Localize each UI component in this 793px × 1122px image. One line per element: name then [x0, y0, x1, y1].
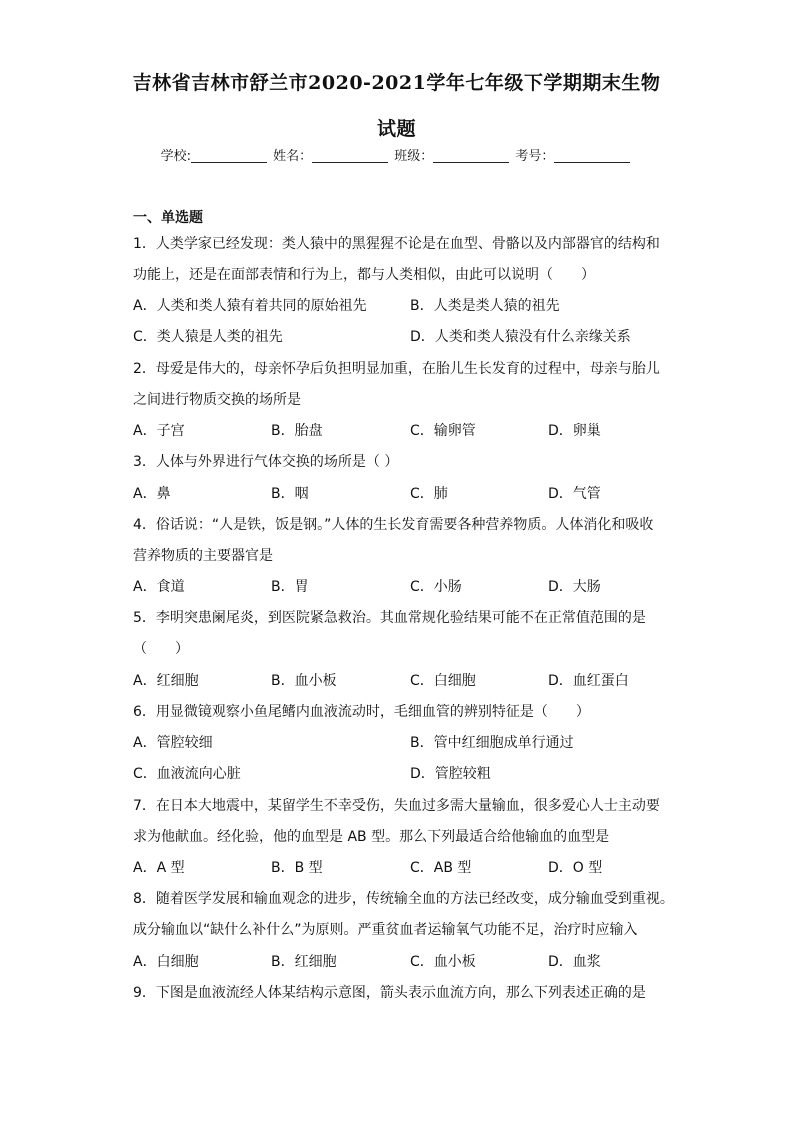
question-4-option-a: A．食道: [133, 579, 185, 595]
question-2-line-1: 2．母爱是伟大的，母亲怀孕后负担明显加重，在胎儿生长发育的过程中，母亲与胎儿: [133, 361, 660, 377]
question-8-line-1: 8．随着医学发展和输血观念的进步，传统输全血的方法已经改变，成分输血受到重视。: [133, 891, 674, 907]
question-1-option-b: B．人类是类人猿的祖先: [410, 298, 560, 314]
question-5-option-a: A．红细胞: [133, 673, 199, 689]
exam-number-label: 考号：: [515, 149, 555, 164]
question-4-line-1: 4．俗话说：“人是铁，饭是钢。”人体的生长发育需要各种营养物质。人体消化和吸收: [133, 517, 654, 533]
class-label: 班级：: [394, 149, 434, 164]
name-blank: [312, 148, 388, 163]
question-6-option-c: C．血液流向心脏: [133, 766, 241, 782]
student-info-row: [0, 145, 793, 164]
question-5-option-d: D．血红蛋白: [548, 673, 629, 689]
exam-title-line2: 试题: [376, 118, 416, 140]
question-3-option-a: A．鼻: [133, 486, 171, 502]
question-3-option-c: C．肺: [410, 486, 448, 502]
question-3-option-b: B．咽: [271, 486, 309, 502]
question-1-option-c: C．类人猿是人类的祖先: [133, 329, 283, 345]
question-3-line-1: 3．人体与外界进行气体交换的场所是（ ）: [133, 454, 399, 470]
question-2-option-c: C．输卵管: [410, 423, 476, 439]
question-3-option-d: D．气管: [548, 486, 601, 502]
question-4-line-2: 营养物质的主要器官是: [133, 548, 273, 564]
question-6-option-a: A．管腔较细: [133, 735, 213, 751]
question-5-option-c: C．白细胞: [410, 673, 476, 689]
question-2-option-a: A．子宫: [133, 423, 185, 439]
question-2-option-d: D．卵巢: [548, 423, 601, 439]
school-blank: [191, 148, 267, 163]
question-7-option-a: A．A 型: [133, 860, 185, 876]
question-5-option-b: B．血小板: [271, 673, 337, 689]
question-2-line-2: 之间进行物质交换的场所是: [133, 392, 301, 408]
class-blank: [433, 148, 509, 163]
question-1-option-d: D．人类和类人猿没有什么亲缘关系: [410, 329, 631, 345]
question-8-option-a: A．白细胞: [133, 954, 199, 970]
question-7-line-2: 求为他献血。经化验，他的血型是 AB 型。那么下列最适合给他输血的血型是: [133, 829, 610, 845]
section-heading: 一、单选题: [133, 210, 203, 226]
school-label: 学校:: [160, 149, 191, 164]
question-1-line-2: 功能上，还是在面部表情和行为上，都与人类相似，由此可以说明（ ）: [133, 267, 595, 283]
question-5-line-2: （ ）: [133, 641, 189, 657]
question-4-option-b: B．胃: [271, 579, 309, 595]
question-4-option-c: C．小肠: [410, 579, 462, 595]
question-5-line-1: 5．李明突患阑尾炎，到医院紧急救治。其血常规化验结果可能不在正常值范围的是: [133, 610, 646, 626]
question-7-line-1: 7．在日本大地震中，某留学生不幸受伤，失血过多需大量输血，很多爱心人士主动要: [133, 798, 660, 814]
question-4-option-d: D．大肠: [548, 579, 601, 595]
question-8-option-d: D．血浆: [548, 954, 601, 970]
exam-title-line1: 吉林省吉林市舒兰市2020-2021学年七年级下学期期末生物: [132, 72, 661, 94]
question-6-line-1: 6．用显微镜观察小鱼尾鳍内血液流动时，毛细血管的辨别特征是（ ）: [133, 704, 590, 720]
question-9-line-1: 9．下图是血液流经人体某结构示意图，箭头表示血流方向，那么下列表述正确的是: [133, 985, 646, 1001]
question-7-option-c: C．AB 型: [410, 860, 472, 876]
question-6-option-d: D．管腔较粗: [410, 766, 491, 782]
name-label: 姓名：: [273, 149, 313, 164]
question-6-option-b: B．管中红细胞成单行通过: [410, 735, 574, 751]
question-1-option-a: A．人类和类人猿有着共同的原始祖先: [133, 298, 367, 314]
exam-number-blank: [554, 148, 630, 163]
question-7-option-d: D．O 型: [548, 860, 603, 876]
question-8-option-c: C．血小板: [410, 954, 476, 970]
question-1-line-1: 1．人类学家已经发现：类人猿中的黑猩猩不论是在血型、骨骼以及内部器官的结构和: [133, 236, 660, 252]
question-8-line-2: 成分输血以“缺什么补什么”为原则。严重贫血者运输氧气功能不足，治疗时应输入: [133, 922, 638, 938]
question-8-option-b: B．红细胞: [271, 954, 337, 970]
question-7-option-b: B．B 型: [271, 860, 323, 876]
question-2-option-b: B．胎盘: [271, 423, 323, 439]
